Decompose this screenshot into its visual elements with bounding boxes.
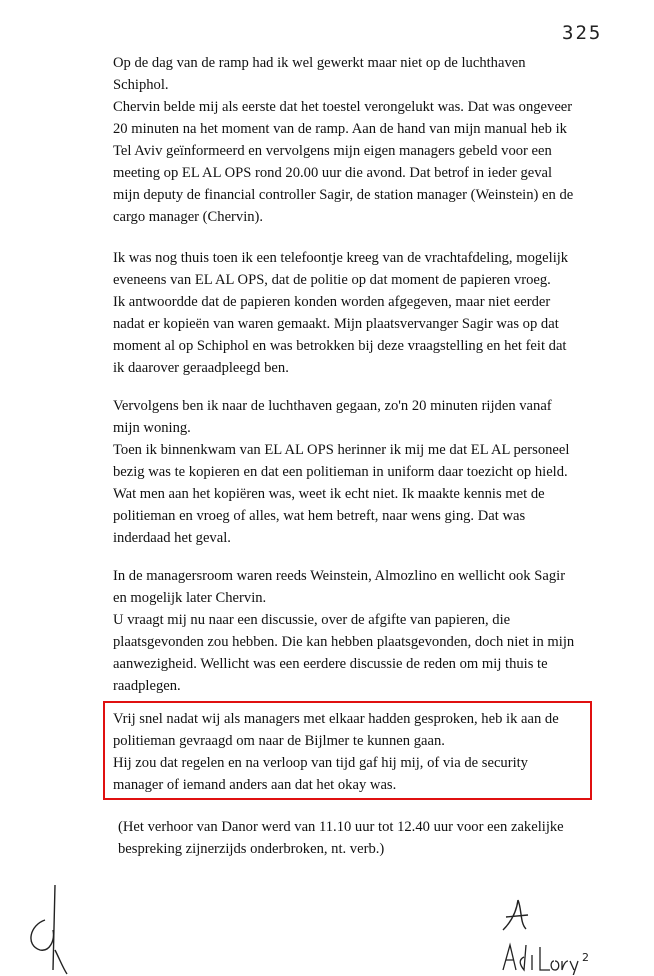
paragraph-2 <box>113 247 568 379</box>
page-number: 325 <box>562 22 603 44</box>
text-line: en mogelijk later Chervin. <box>113 590 267 606</box>
text-line: manager of iemand anders aan dat het okay was. <box>113 777 397 793</box>
text-line: Op de dag van de ramp had ik wel gewerkt maar niet op de luchthaven <box>113 55 526 71</box>
paragraph-1 <box>113 52 573 228</box>
text-line: Vrij snel nadat wij als managers met elkaar hadden gesproken, heb ik aan de <box>113 711 559 727</box>
text-line: plaatsgevonden zou hebben. Die kan hebben plaatsgevonden, doch niet in mijn <box>113 634 575 650</box>
text-line: aanwezigheid. Wellicht was een eerdere discussie de reden om mij thuis te <box>113 656 548 672</box>
signature-right <box>498 895 593 975</box>
text-line: Ik was nog thuis toen ik een telefoontje kreeg van de vrachtafdeling, mogelijk <box>113 250 569 266</box>
text-line: mijn deputy de financial controller Sagir, de station manager (Weinstein) en de <box>113 187 574 203</box>
text-line: eveneens van EL AL OPS, dat de politie op dat moment de papieren vroeg. <box>113 272 551 288</box>
paragraph-3 <box>113 395 569 549</box>
text-line: In de managersroom waren reeds Weinstein, Almozlino en wellicht ook Sagir <box>113 568 566 584</box>
initials-signature-left <box>15 880 75 976</box>
text-line: (Het verhoor van Danor werd van 11.10 uur tot 12.40 uur voor een zakelijke <box>118 819 564 835</box>
svg-text:2: 2 <box>582 951 589 964</box>
text-line: Vervolgens ben ik naar de luchthaven gegaan, zo'n 20 minuten rijden vanaf <box>113 398 552 414</box>
text-line: Schiphol. <box>113 77 169 93</box>
text-line: politieman gevraagd om naar de Bijlmer te kunnen gaan. <box>113 733 445 749</box>
text-line: meeting op EL AL OPS rond 20.00 uur die avond. Dat betrof in ieder geval <box>113 165 553 181</box>
text-line: cargo manager (Chervin). <box>113 209 264 225</box>
text-line: mijn woning. <box>113 420 191 436</box>
paragraph-4 <box>113 565 574 697</box>
paragraph-6 <box>118 816 564 860</box>
text-line: Toen ik binnenkwam van EL AL OPS herinner ik mij me dat EL AL personeel <box>113 442 570 458</box>
paragraph-5-highlighted <box>113 708 559 796</box>
text-line: ik daarover geraadpleegd ben. <box>113 360 289 376</box>
text-line: bezig was te kopieren en dat een politieman in uniform daar toezicht op hield. <box>113 464 568 480</box>
text-line: Chervin belde mij als eerste dat het toestel verongelukt was. Dat was ongeveer <box>113 99 573 115</box>
text-line: Tel Aviv geïnformeerd en vervolgens mijn eigen managers gebeld voor een <box>113 143 552 159</box>
text-line: moment al op Schiphol en was betrokken bij deze vraagstelling en het feit dat <box>113 338 567 354</box>
text-line: U vraagt mij nu naar een discussie, over de afgifte van papieren, die <box>113 612 511 628</box>
text-line: bespreking zijnerzijds onderbroken, nt. verb.) <box>118 841 385 857</box>
text-line: 20 minuten na het moment van de ramp. Aan de hand van mijn manual heb ik <box>113 121 567 137</box>
text-line: politieman en vroeg of alles, wat hem betreft, naar wens ging. Dat was <box>113 508 526 524</box>
text-line: Ik antwoordde dat de papieren konden worden afgegeven, maar niet eerder <box>113 294 551 310</box>
text-line: Wat men aan het kopiëren was, weet ik echt niet. Ik maakte kennis met de <box>113 486 545 502</box>
text-line: Hij zou dat regelen en na verloop van tijd gaf hij mij, of via de security <box>113 755 528 771</box>
text-line: inderdaad het geval. <box>113 530 231 546</box>
text-line: nadat er kopieën van waren gemaakt. Mijn plaatsvervanger Sagir was op dat <box>113 316 559 332</box>
text-line: raadplegen. <box>113 678 181 694</box>
